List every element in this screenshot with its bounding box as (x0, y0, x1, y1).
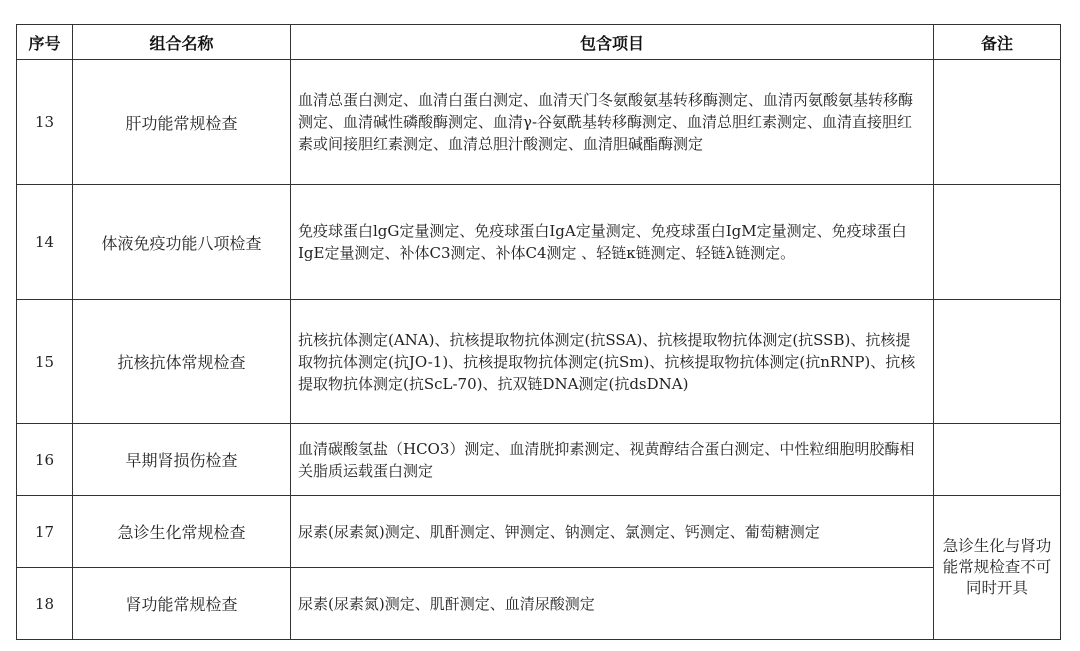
row-name: 抗核抗体常规检查 (73, 300, 291, 424)
row-items: 血清碳酸氢盐（HCO3）测定、血清胱抑素测定、视黄醇结合蛋白测定、中性粒细胞明胶酶相关脂质运载蛋白测定 (291, 424, 934, 496)
table-row (17, 185, 1061, 300)
row-no: 17 (17, 496, 73, 568)
row-note (934, 60, 1061, 185)
row-items: 血清总蛋白测定、血清白蛋白测定、血清天门冬氨酸氨基转移酶测定、血清丙氨酸氨基转移酶测定、血清碱性磷酸酶测定、血清γ-谷氨酰基转移酶测定、血清总胆红素测定、血清直接胆红素或间接胆红素测定、血清总胆汁酸测定、血清胆碱酯酶测定 (291, 60, 934, 185)
table-header-row (17, 25, 1061, 60)
row-name: 肾功能常规检查 (73, 568, 291, 640)
row-name: 体液免疫功能八项检查 (73, 185, 291, 300)
row-items: 尿素(尿素氮)测定、肌酐测定、钾测定、钠测定、氯测定、钙测定、葡萄糖测定 (291, 496, 934, 568)
table-row (17, 424, 1061, 496)
row-items: 尿素(尿素氮)测定、肌酐测定、血清尿酸测定 (291, 568, 934, 640)
row-note (934, 424, 1061, 496)
row-items: 免疫球蛋白lgG定量测定、免疫球蛋白IgA定量测定、免疫球蛋白IgM定量测定、免疫球蛋白IgE定量测定、补体C3测定、补体C4测定 、轻链κ链测定、轻链λ链测定。 (291, 185, 934, 300)
table-row (17, 496, 1061, 568)
row-name: 早期肾损伤检查 (73, 424, 291, 496)
row-name: 急诊生化常规检查 (73, 496, 291, 568)
row-note (934, 300, 1061, 424)
header-name: 组合名称 (73, 25, 291, 60)
table-row (17, 300, 1061, 424)
header-note: 备注 (934, 25, 1061, 60)
row-no: 16 (17, 424, 73, 496)
row-no: 13 (17, 60, 73, 185)
row-note: 急诊生化与肾功能常规检查不可同时开具 (934, 496, 1061, 640)
row-items: 抗核抗体测定(ANA)、抗核提取物抗体测定(抗SSA)、抗核提取物抗体测定(抗SSB)、抗核提取物抗体测定(抗JO-1)、抗核提取物抗体测定(抗Sm)、抗核提取物抗体测定(抗nRNP)、抗核提取物抗体测定(抗ScL-70)、抗双链DNA测定(抗dsDNA) (291, 300, 934, 424)
table-row (17, 60, 1061, 185)
row-note (934, 185, 1061, 300)
header-items: 包含项目 (291, 25, 934, 60)
project-table (16, 24, 1061, 640)
row-name: 肝功能常规检查 (73, 60, 291, 185)
row-no: 14 (17, 185, 73, 300)
table-row (17, 568, 1061, 640)
header-no: 序号 (17, 25, 73, 60)
row-no: 18 (17, 568, 73, 640)
row-no: 15 (17, 300, 73, 424)
